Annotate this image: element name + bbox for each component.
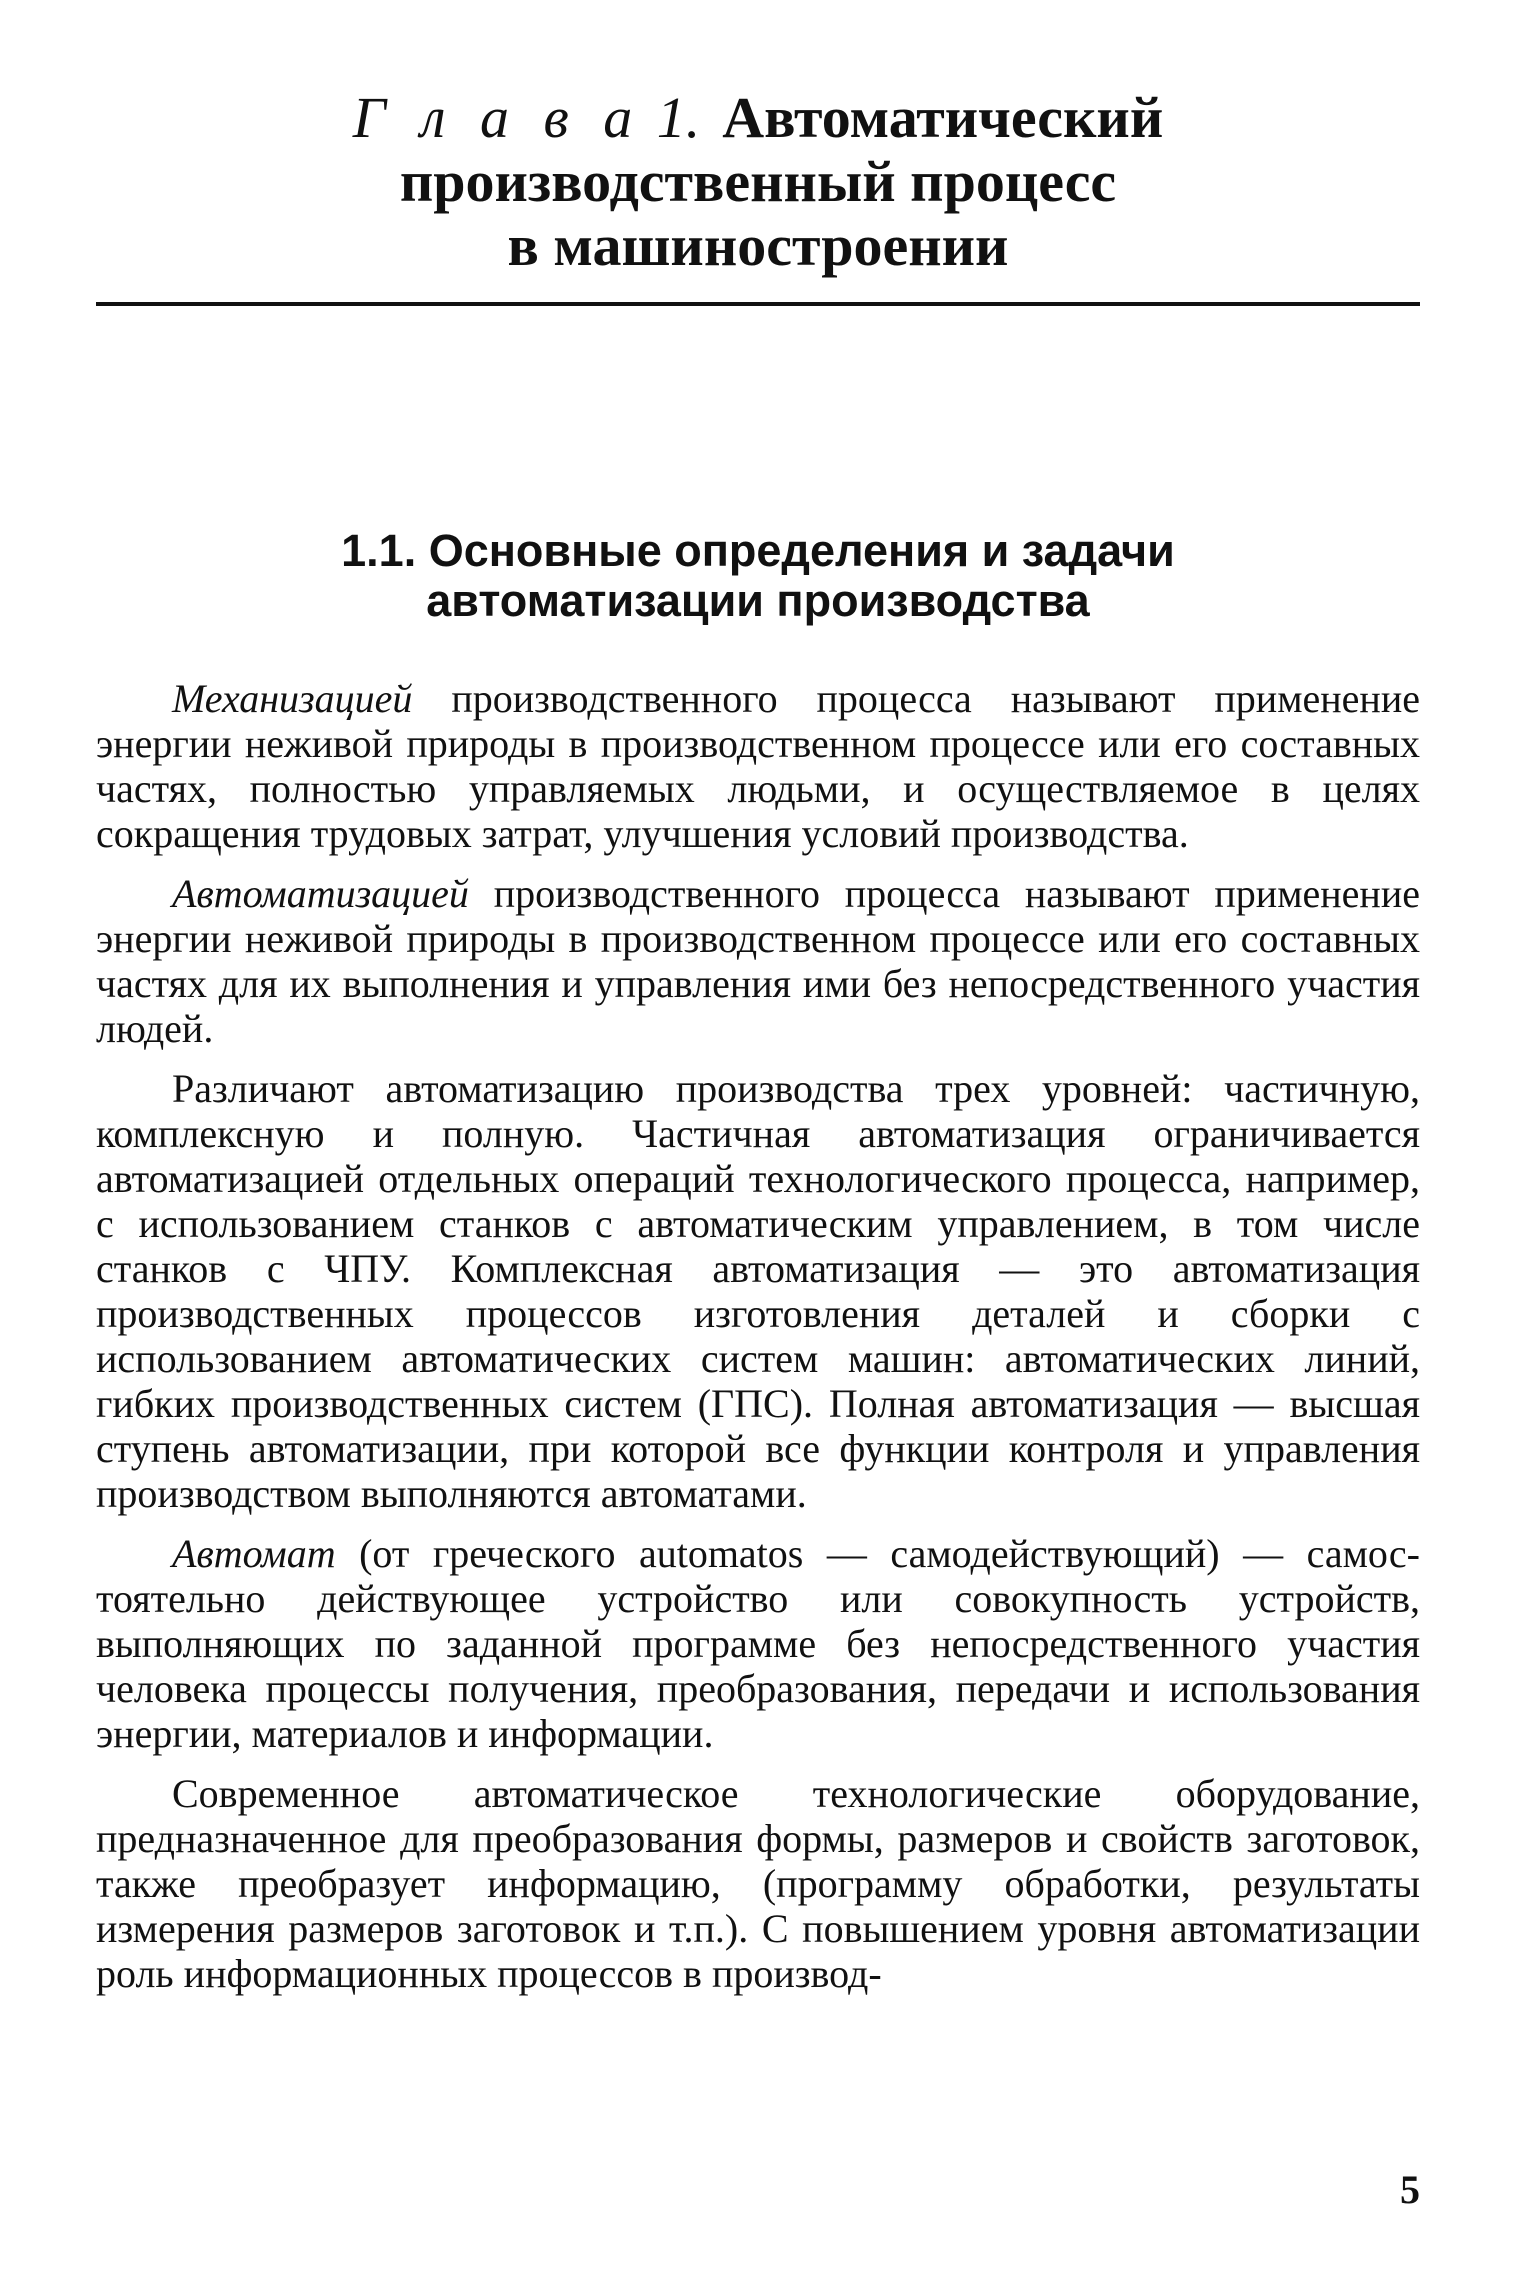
chapter-title [96,86,1420,278]
chapter-number: 1. [656,85,701,150]
paragraph-text: производственного процесса называют применение энергии неживой природы в производственном процессе или его составных частях, полностью управляемых людьми, и осуществляемое в целях сокращения трудовых затрат, улучшения условий производства. [96,676,1420,856]
paragraph-automat [96,1531,1420,1756]
paragraph-automation-levels [96,1066,1420,1516]
paragraph-text: производственного процесса называют применение энергии неживой природы в производственном процессе или его составных частях для их выполнения и управления ими без непосредственного участия людей. [96,871,1420,1051]
term-automation: Автоматизацией [172,871,469,916]
paragraph-modern-equipment [96,1771,1420,1996]
page-number: 5 [1400,2167,1420,2212]
book-page [96,0,1420,2288]
paragraph-text: Различают автоматизацию производства трех уровней: частичную, комплексную и полную. Частичная автоматизация ограничивается автоматизацией отдельных операций технологического процесса, например, с использованием станков с автоматическим управлением, в том числе станков с ЧПУ. Комплексная автоматизация — это автоматизация производственных процессов изготовления деталей и сборки с использованием автоматических систем машин: автоматических линий, гибких производственных систем (ГПС). Полная автоматизация — высшая ступень автоматизации, при которой все функции контроля и управления производством выполняются автоматами. [96,1066,1420,1516]
term-mechanization: Механизацией [172,676,413,721]
chapter-title-text-1: Автоматический [722,85,1164,150]
chapter-title-line-2: производственный процесс [399,149,1117,214]
section-title-line-2: автоматизации производства [426,575,1090,626]
paragraph-text: Современное автоматическое технологические оборудование, предназначенное для преобразования формы, размеров и свойств заготовок, также преобразует информацию, (программу обработки, результаты измерения размеров заготовок и т.п.). С повышением уровня автоматизации роль информационных процессов в производ- [96,1771,1420,1996]
chapter-label: Г л а в а [352,85,643,150]
paragraph-automation [96,871,1420,1051]
section-title [96,526,1420,626]
section-title-line-1: 1.1. Основные определения и задачи [341,525,1175,576]
paragraph-text: (от греческого automatos — самодействующий) — самостоятельно действующее устройство или совокупность устройств, выполняющих по заданной программе без непосредственного участия человека процессы получения, преобразования, передачи и использования энергии, материалов и информации. [96,1531,1420,1756]
paragraph-mechanization [96,676,1420,856]
term-automat: Автомат [172,1531,336,1576]
chapter-divider [96,302,1420,306]
chapter-title-line-3: в машиностроении [507,213,1009,278]
body-text [96,676,1420,2011]
chapter-title-line-1 [96,86,1420,150]
